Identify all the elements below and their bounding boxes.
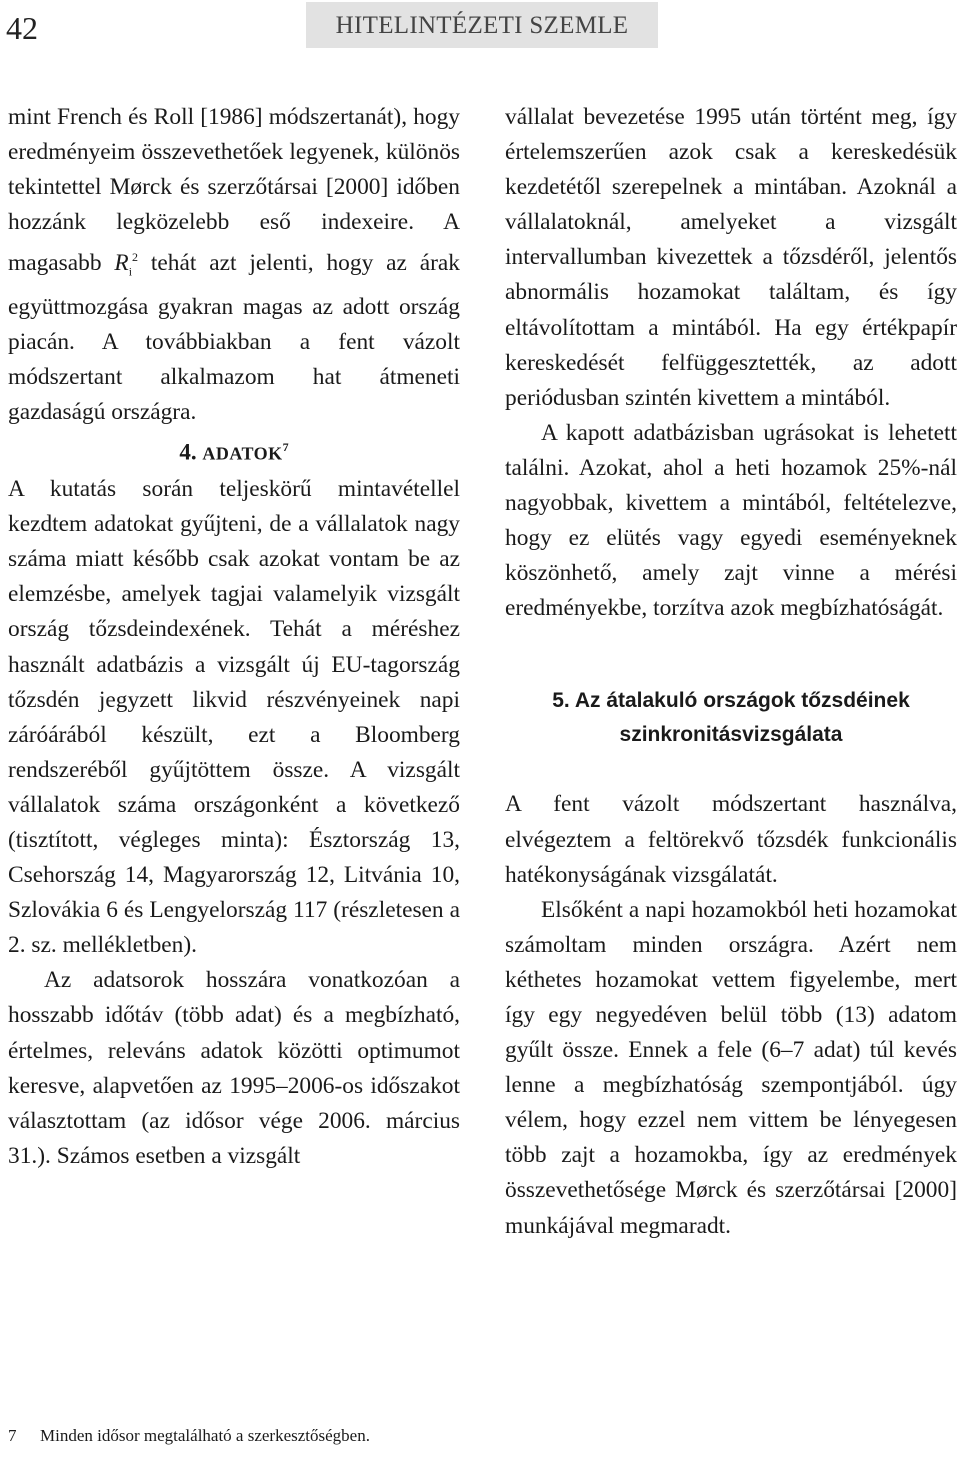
footnote-number: 7 — [8, 1426, 17, 1445]
section-heading-4: 4. ADATOK$^7$ — [179, 439, 289, 465]
paragraph: Az adatsorok hosszára vonatkozóan a hosszabb időtáv (több adat) és a megbízható, értelmes, releváns adatok közötti optimumot keresve, alapvetően az 1995–2006-os időszakot választottam (az idősor vége 2006. március 31.). Számos esetben a vizsgált — [8, 967, 460, 1169]
footnote-ref: 7 — [282, 440, 289, 455]
paragraph: mint French és Roll [1986] módszertanát), hogy eredményeim összevethetőek legyenek, különös tekintettel Mørck és szerzőtársai [2000] időben hozzánk legközelebb eső indexeire. A magasabb $R_i^2$ tehát azt jelenti, hogy az árak együttmozgása gyakran magas az adott ország piacán. A továbbiakban a fent vázolt módszertant alkalmazom hat átmeneti gazdaságú országra. — [8, 104, 460, 426]
paragraph: A kutatás során teljeskörű mintavétellel kezdtem adatokat gyűjteni, de a vállalatok nagy száma miatt később csak azokat vontam be az elemzésbe, amelyek tagjai valamelyik vizsgált ország tőzsdeindexének. Tehát a méréshez használt adatbázis a vizsgált új EU-tagország tőzsdén jegyzett likvid részvényeinek napi záróárából készült, ezt a Bloomberg rendszeréből gyűjtöttem össze. A vizsgált vállalatok száma országonként a következő (tisztított, végleges minta): Észtország 13, Csehország 14, Magyarország 12, Litvánia 10, Szlovákia 6 és Lengyelország 117 (részletesen a 2. sz. mellékletben). — [8, 476, 460, 959]
footnote — [8, 1424, 478, 1448]
left-column — [8, 100, 460, 1174]
paragraph: vállalat bevezetése 1995 után történt meg, így értelemszerűen azok csak a kereskedésük kezdetétől szerepelnek a mintában. Azoknál a vállalatoknál, amelyeket a vizsgált intervallumban kivezettek a tőzsdéről, jelentős abnormális hozamokat találtam, és így eltávolítottam a mintából. Ha egy értékpapír kereskedését felfüggesztették, az adott periódusban szintén kivettem a mintából. — [505, 104, 957, 411]
running-title: HITELINTÉZETI SZEMLE — [306, 2, 658, 48]
footnote-text: Minden idősor megtalálható a szerkesztőségben. — [40, 1426, 370, 1445]
right-column — [505, 100, 957, 1244]
paragraph: A fent vázolt módszertant használva, elvégeztem a feltörekvő tőzsdék funkcionális hatékonyságának vizsgálatát. — [505, 791, 957, 888]
section-heading-5: 5. Az átalakuló országok tőzsdéinek szinkronitásvizsgálata — [552, 689, 910, 747]
paragraph: Elsőként a napi hozamokból heti hozamokat számoltam minden országra. Azért nem kéthetes hozamokat vettem figyelembe, mert így egy negyedéven belül több (13) adatom gyűlt össze. Ennek a fele (6–7 adat) túl kevés lenne a megbízhatóság szempontjából. úgy vélem, hogy ezzel nem vittem be lényegesen több zajt a hozamokba, így az eredmények összevethetősége Mørck és szerzőtársai [2000] munkájával megmaradt. — [505, 896, 957, 1239]
paragraph: A kapott adatbázisban ugrásokat is lehetett találni. Azokat, ahol a heti hozamok 25%-nál nagyobbak, kivettem a mintából, feltételezve, hogy ez elütés vagy egyedi eseményeknek köszönhető, amely zajt vinne a mérési eredményekbe, torzítva azok megbízhatóságát. — [505, 419, 957, 622]
r-squared-symbol: $R_i^2$ — [114, 250, 139, 279]
page-number: 42 — [6, 10, 38, 46]
